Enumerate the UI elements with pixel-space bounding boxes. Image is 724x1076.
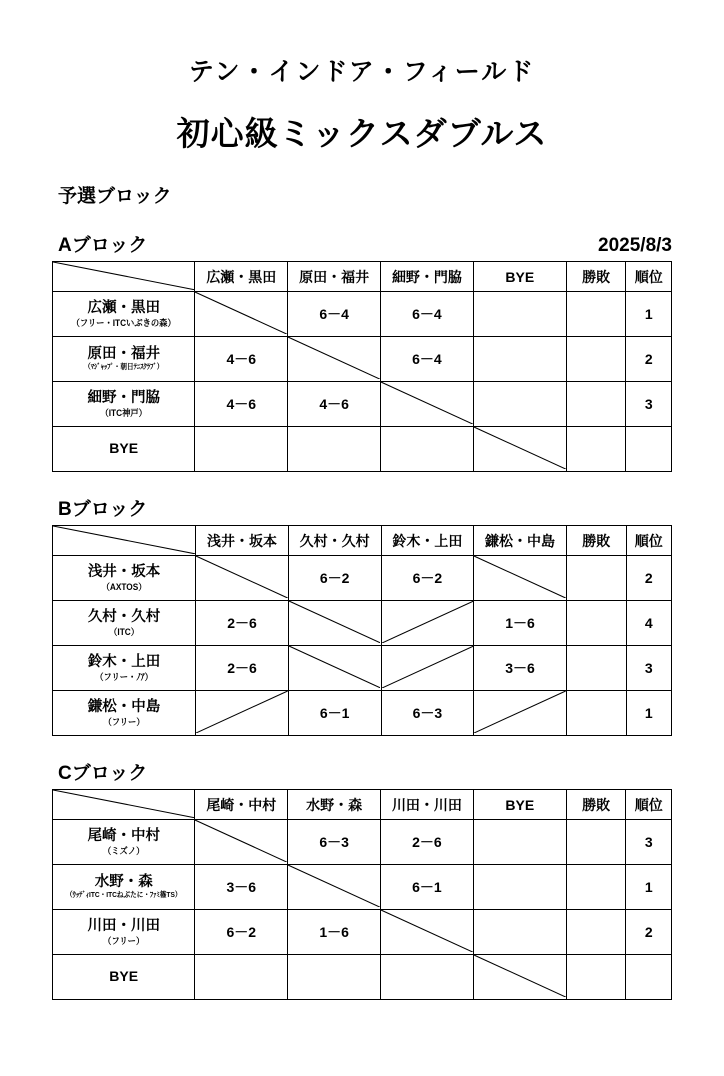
block-table-b xyxy=(52,525,672,736)
score-cell: 3－6 xyxy=(474,646,567,691)
team-club: （ｳｯﾃﾞｨITC・ITCねぶたに・ﾌｧﾐ篠TS） xyxy=(65,890,182,900)
bye-cell: BYE xyxy=(53,955,195,1000)
table-row xyxy=(53,820,672,865)
self-cell xyxy=(288,865,381,910)
bye-cell: BYE xyxy=(53,427,195,472)
team-cell xyxy=(53,601,196,646)
self-cell xyxy=(473,427,566,472)
record-cell xyxy=(566,955,626,1000)
self-cell xyxy=(474,691,567,736)
rank-cell xyxy=(626,955,672,1000)
block-title-b: Bブロック xyxy=(58,499,148,520)
team-name: 尾崎・中村 xyxy=(87,828,160,845)
score-cell xyxy=(473,292,566,337)
diagonal-line-icon xyxy=(474,556,566,598)
table-row xyxy=(53,382,672,427)
self-cell xyxy=(195,292,288,337)
column-header: 勝敗 xyxy=(566,262,626,292)
score-cell: 1－6 xyxy=(474,601,567,646)
score-cell xyxy=(381,601,474,646)
team-club: （フリー） xyxy=(103,935,145,946)
diagonal-line-icon xyxy=(195,292,287,334)
diagonal-line-icon xyxy=(288,337,380,379)
table-row xyxy=(53,337,672,382)
score-cell xyxy=(474,556,567,601)
tournament-result-page xyxy=(0,52,724,1076)
record-cell xyxy=(566,646,626,691)
team-cell xyxy=(53,292,195,337)
score-cell xyxy=(288,955,381,1000)
score-cell xyxy=(473,382,566,427)
diagonal-line-icon xyxy=(289,601,381,643)
team-name: 広瀬・黒田 xyxy=(87,300,160,317)
diagonal-line-icon xyxy=(382,601,474,643)
rank-cell: 3 xyxy=(626,382,672,427)
team-name: 水野・森 xyxy=(94,874,153,891)
team-name: 浅井・坂本 xyxy=(87,564,161,581)
team-cell xyxy=(53,910,195,955)
block-header-c xyxy=(58,758,672,785)
section-label: 予選ブロック xyxy=(58,186,172,207)
self-cell xyxy=(288,337,381,382)
score-cell: 2－6 xyxy=(196,601,289,646)
team-club: （ﾏｼﾞｬｯﾌﾟ・朝日ﾃﾆｽｸﾗﾌﾞ） xyxy=(84,362,164,372)
self-cell xyxy=(196,556,289,601)
score-cell xyxy=(473,337,566,382)
corner-cell xyxy=(53,790,195,820)
record-cell xyxy=(566,292,626,337)
corner-cell xyxy=(53,526,196,556)
diagonal-line-icon xyxy=(382,646,474,688)
self-cell xyxy=(381,910,474,955)
column-header: 鎌松・中島 xyxy=(474,526,567,556)
rank-cell: 2 xyxy=(626,556,671,601)
column-header: 順位 xyxy=(626,790,672,820)
team-name: 久村・久村 xyxy=(87,609,161,626)
record-cell xyxy=(566,382,626,427)
table-header-row xyxy=(53,262,672,292)
block-table-c xyxy=(52,789,672,1000)
score-cell: 2－6 xyxy=(196,646,289,691)
block-table-wrap-c xyxy=(52,789,672,1000)
column-header: 川田・川田 xyxy=(381,790,474,820)
self-cell xyxy=(381,382,474,427)
score-cell: 4－6 xyxy=(195,337,288,382)
diagonal-line-icon xyxy=(474,691,566,733)
diagonal-line-icon xyxy=(53,790,194,818)
team-name: 細野・門脇 xyxy=(87,390,160,407)
table-row xyxy=(53,910,672,955)
team-name: 鈴木・上田 xyxy=(87,654,161,671)
score-cell xyxy=(195,427,288,472)
venue-title: テン・インドア・フィールド xyxy=(188,58,536,86)
diagonal-line-icon xyxy=(474,427,566,469)
block-title-c: Cブロック xyxy=(58,763,148,784)
score-cell: 4－6 xyxy=(288,382,381,427)
record-cell xyxy=(566,691,626,736)
team-name: 鎌松・中島 xyxy=(87,699,161,716)
self-cell xyxy=(288,601,381,646)
column-header: 細野・門脇 xyxy=(381,262,474,292)
score-cell: 1－6 xyxy=(288,910,381,955)
score-cell xyxy=(381,427,474,472)
self-cell xyxy=(195,820,288,865)
block-table-wrap-a xyxy=(52,261,672,472)
column-header: 水野・森 xyxy=(288,790,381,820)
team-club: （ITC） xyxy=(109,626,140,637)
score-cell: 6－3 xyxy=(288,820,381,865)
team-cell xyxy=(53,691,196,736)
column-header: 久村・久村 xyxy=(288,526,381,556)
team-club: （フリー） xyxy=(103,716,145,727)
team-club: （AXTOS） xyxy=(101,581,147,592)
block-title-a: Aブロック xyxy=(58,235,148,256)
score-cell xyxy=(473,865,566,910)
table-row xyxy=(53,691,672,736)
column-header: 原田・福井 xyxy=(288,262,381,292)
team-club: （フリー・ITCいぶきの森） xyxy=(71,317,176,328)
corner-cell xyxy=(53,262,195,292)
score-cell: 6－1 xyxy=(288,691,381,736)
record-cell xyxy=(566,427,626,472)
table-row xyxy=(53,292,672,337)
table-row xyxy=(53,556,672,601)
record-cell xyxy=(566,865,626,910)
column-header: 浅井・坂本 xyxy=(196,526,289,556)
table-row xyxy=(53,601,672,646)
block-header-a xyxy=(58,230,672,257)
event-date: 2025/8/3 xyxy=(598,235,672,256)
team-cell xyxy=(53,337,195,382)
column-header: BYE xyxy=(473,262,566,292)
diagonal-line-icon xyxy=(289,646,381,688)
record-cell xyxy=(566,910,626,955)
block-table-a xyxy=(52,261,672,472)
team-cell xyxy=(53,820,195,865)
score-cell: 2－6 xyxy=(381,820,474,865)
rank-cell: 2 xyxy=(626,337,672,382)
team-club: （フリー・ﾉｱ） xyxy=(95,671,153,682)
team-cell xyxy=(53,382,195,427)
diagonal-line-icon xyxy=(196,556,288,598)
rank-cell: 3 xyxy=(626,646,671,691)
column-header: 勝敗 xyxy=(566,526,626,556)
team-name: 原田・福井 xyxy=(87,346,160,363)
table-row xyxy=(53,427,672,472)
record-cell xyxy=(566,820,626,865)
score-cell: 6－2 xyxy=(195,910,288,955)
rank-cell: 3 xyxy=(626,820,672,865)
column-header: 勝敗 xyxy=(566,790,626,820)
score-cell: 6－1 xyxy=(381,865,474,910)
team-cell xyxy=(53,865,195,910)
team-cell xyxy=(53,556,196,601)
column-header: 鈴木・上田 xyxy=(381,526,474,556)
table-row xyxy=(53,646,672,691)
rank-cell: 4 xyxy=(626,601,671,646)
team-name: 川田・川田 xyxy=(87,918,160,935)
column-header: 順位 xyxy=(626,262,672,292)
score-cell: 3－6 xyxy=(195,865,288,910)
table-row xyxy=(53,955,672,1000)
diagonal-line-icon xyxy=(53,526,195,554)
block-table-wrap-b xyxy=(52,525,672,736)
self-cell xyxy=(473,955,566,1000)
diagonal-line-icon xyxy=(288,865,380,907)
rank-cell: 1 xyxy=(626,691,671,736)
diagonal-line-icon xyxy=(381,382,473,424)
score-cell xyxy=(473,820,566,865)
score-cell: 6－2 xyxy=(288,556,381,601)
table-row xyxy=(53,865,672,910)
table-header-row xyxy=(53,790,672,820)
diagonal-line-icon xyxy=(195,820,287,862)
diagonal-line-icon xyxy=(474,955,566,997)
diagonal-line-icon xyxy=(381,910,473,952)
team-cell xyxy=(53,646,196,691)
column-header: 尾崎・中村 xyxy=(195,790,288,820)
score-cell xyxy=(196,691,289,736)
column-header: BYE xyxy=(473,790,566,820)
score-cell xyxy=(473,910,566,955)
score-cell xyxy=(381,955,474,1000)
event-title: 初心級ミックスダブルス xyxy=(176,115,548,152)
team-club: （ミズノ） xyxy=(102,845,145,856)
column-header: 広瀬・黒田 xyxy=(195,262,288,292)
record-cell xyxy=(566,556,626,601)
rank-cell: 1 xyxy=(626,292,672,337)
rank-cell: 1 xyxy=(626,865,672,910)
score-cell: 4－6 xyxy=(195,382,288,427)
score-cell: 6－3 xyxy=(381,691,474,736)
record-cell xyxy=(566,337,626,382)
table-header-row xyxy=(53,526,672,556)
self-cell xyxy=(381,646,474,691)
record-cell xyxy=(566,601,626,646)
column-header: 順位 xyxy=(626,526,671,556)
rank-cell: 2 xyxy=(626,910,672,955)
score-cell: 6－4 xyxy=(381,292,474,337)
diagonal-line-icon xyxy=(53,262,194,290)
score-cell: 6－4 xyxy=(288,292,381,337)
score-cell xyxy=(288,427,381,472)
diagonal-line-icon xyxy=(196,691,288,733)
block-header-b xyxy=(58,494,672,521)
score-cell: 6－2 xyxy=(381,556,474,601)
team-club: （ITC神戸） xyxy=(100,407,147,418)
score-cell xyxy=(288,646,381,691)
score-cell: 6－4 xyxy=(381,337,474,382)
score-cell xyxy=(195,955,288,1000)
rank-cell xyxy=(626,427,672,472)
